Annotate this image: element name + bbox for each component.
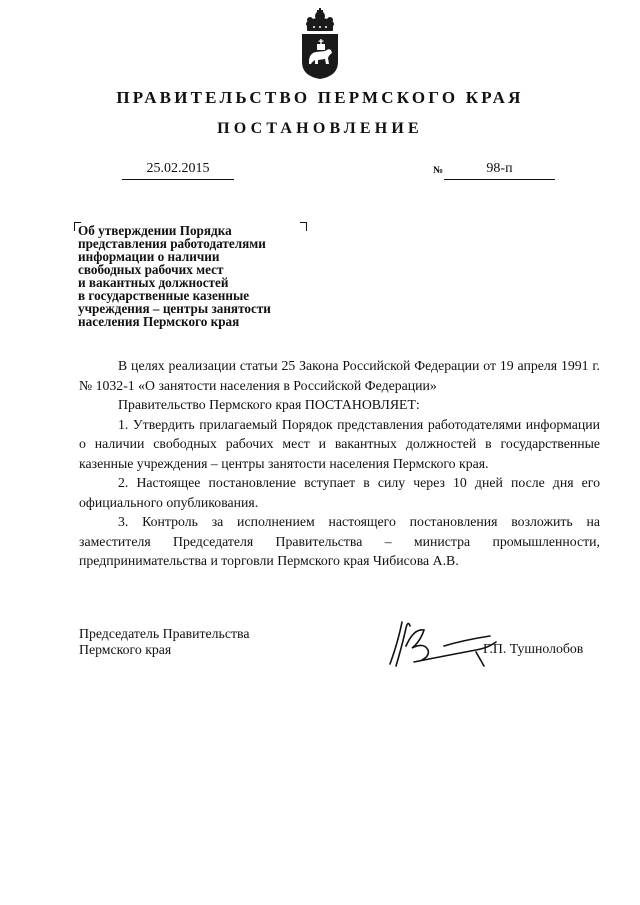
subject-line: информации о наличии xyxy=(78,249,220,264)
resolution-statement: Правительство Пермского края ПОСТАНОВЛЯЕТ: xyxy=(118,397,420,412)
subject-line: в государственные казенные xyxy=(78,288,250,303)
signer-position-line: Пермского края xyxy=(79,641,172,657)
document-type-title: ПОСТАНОВЛЕНИЕ xyxy=(217,120,423,137)
signer-position-line: Председатель Правительства xyxy=(79,626,250,641)
government-title: ПРАВИТЕЛЬСТВО ПЕРМСКОГО КРАЯ xyxy=(116,88,524,107)
perm-krai-coat-of-arms-icon xyxy=(298,8,342,80)
document-subject xyxy=(78,224,318,328)
item-3-paragraph: 3. Контроль за исполнением настоящего постановления возложить на заместителя Председателя Правительства – министра промышленности, предпринимательства и торговли Пермского края Чибисова А.В. xyxy=(79,514,600,568)
subject-line: представления работодателями xyxy=(78,236,266,251)
signer-position xyxy=(79,626,249,657)
document-date: 25.02.2015 xyxy=(122,160,234,180)
number-sign: № xyxy=(433,165,444,176)
item-1-paragraph: 1. Утвердить прилагаемый Порядок представления работодателями информации о наличии свободных рабочих мест и вакантных должностей в государственные казенные учреждения – центры занятости населения Пермского края. xyxy=(79,416,600,471)
intro-paragraph: В целях реализации статьи 25 Закона Российской Федерации от 19 апреля 1991 г. № 1032-1 «О занятости населения в Российской Федерации» xyxy=(79,358,600,393)
signer-name: Г.П. Тушнолобов xyxy=(483,641,584,656)
subject-line: Об утверждении Порядка xyxy=(78,223,232,238)
subject-line: населения Пермского края xyxy=(78,314,240,329)
document-number: 98-п xyxy=(444,160,555,180)
subject-line: учреждения – центры занятости xyxy=(78,301,271,316)
document-body xyxy=(79,356,600,571)
item-2-paragraph: 2. Настоящее постановление вступает в силу через 10 дней после дня его официального опубликования. xyxy=(79,475,600,510)
subject-line: свободных рабочих мест xyxy=(78,262,224,277)
subject-line: и вакантных должностей xyxy=(78,275,229,290)
